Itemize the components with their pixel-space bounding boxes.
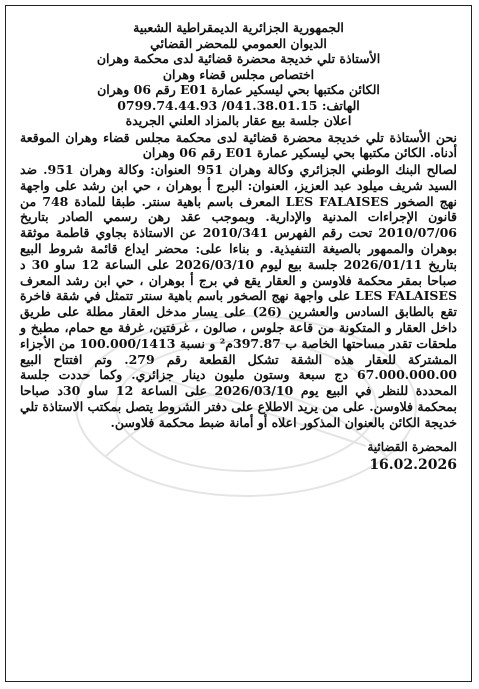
- header-line-republic: الجمهورية الجزائرية الديمقراطية الشعبية: [133, 20, 344, 35]
- signature-title: المحضرة القضائية: [367, 439, 457, 454]
- header-line-address: الكائن مكتبها بحي ليسكير عمارة E01 رقم 06 وهران: [97, 82, 380, 97]
- notice-date: 16.02.2026: [369, 456, 457, 473]
- header-line-phone: الهاتف: 041.38.01.15/ 0799.74.44.93: [117, 97, 360, 113]
- notice-footer: [20, 439, 457, 475]
- header-line-announcement: اعلان جلسة بيع عقار بالمزاد العلني الجريدة: [125, 113, 352, 128]
- notice-header: [20, 20, 457, 129]
- header-line-jurisdiction: اختصاص مجلس قضاء وهران: [162, 66, 315, 82]
- sale-details-paragraph: لصالح البنك الوطني الجزائري وكالة وهران 951 العنوان: وكالة وهران 951. ضد السيد شريف ميلود عبد العزيز، العنوان: البرج أ بوهران ، حي ابن رشد على واجهة نهج الصخور LES FALAISES المعرف باسم باهية سنتر. طبقا للمادة 748 من قانون الإجراءات المدنية والإدارية. وبموجب عقد رهن رسمي الصادر بتاريخ 2010/07/06 تحت رقم الفهرس 2010/341 عن الاستاذة بجاوي قاطمة موثقة بوهران والممهور بالصيغة التنفيذية. و بناءا على: محضر ايداع قائمة شروط البيع بتاريخ 2026/01/11 جلسة بيع ليوم 2026/03/10 على الساعة 12 ساو 30 د صباحا بمقر محكمة فلاوسن و العقار يقع في برج أ بوهران ، حي ابن رشد المعرف LES FALAISES على واجهة نهج الصخور باسم باهية سنتر تتمثل في شقة فاخرة تقع بالطابق السادس والعشرين (26) على يسار مدخل العقار مطلة على طريق داخل العقار و المتكونة من قاعة جلوس ، صالون ، غرفتين، غرفة مع حمام، مطبخ و ملحقات تقدر مساحتها الخاصة ب 397.87م² و نسبة 100.000/1413 من الأجزاء المشتركة للعقار هذه الشقة تشكل القطعة رقم 279. وتم افتتاح البيع 67.000.000.00 دج سبعة وستون مليون دينار جزائري. وكما حددت جلسة المحددة للنظر في البيع يوم 2026/03/10 على الساعة 12 ساو 30د صباحا بمحكمة فلاوسن. على من يريد الاطلاع على دفتر الشروط يتصل بمكتب الاستاذة تلي خديجة الكائن بالعنوان المذكور اعلاه أو أمانة ضبط محكمة فلاوسن.: [20, 162, 458, 430]
- notice-content: [20, 20, 457, 475]
- notice-frame: [5, 5, 472, 682]
- header-line-office: الديوان العمومي للمحضر القضائي: [150, 35, 327, 51]
- intro-paragraph: نحن الأستاذة تلي خديجة محضرة قضائية لدى محكمة مجلس قضاء وهران الموقعة أدناه. الكائن مكتبها بحي ليسكير عمارة E01 رقم 06 وهران: [20, 129, 457, 161]
- header-line-bailiff: الأستاذة تلي خديجة محضرة قضائية لدى محكمة وهران: [96, 51, 381, 66]
